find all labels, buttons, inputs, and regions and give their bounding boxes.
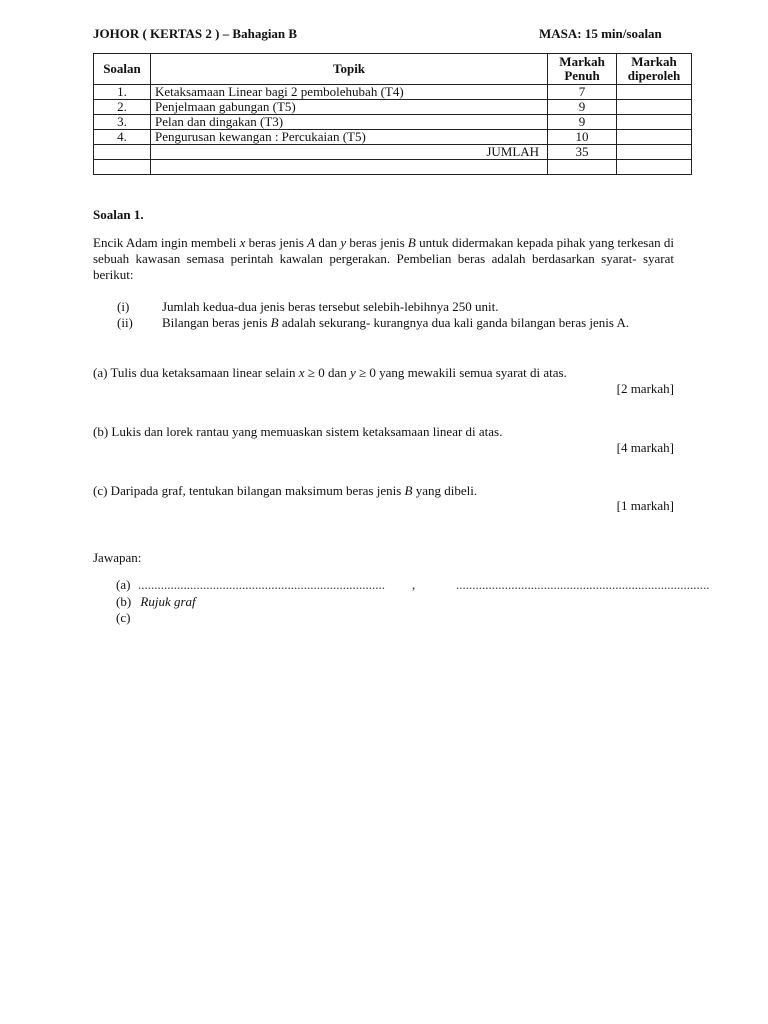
- header-markah-penuh: [548, 54, 617, 85]
- header-markah-penuh-line2: Penuh: [564, 68, 600, 83]
- table-header-row: [94, 54, 692, 85]
- part-c-text: [93, 483, 674, 499]
- intro-text: dan: [315, 235, 341, 250]
- var-b: B: [407, 235, 416, 250]
- part-a-text-part: ≥ 0 dan: [304, 365, 350, 380]
- condition-text-part: Bilangan beras jenis: [162, 315, 271, 330]
- table-row: [94, 85, 692, 100]
- var-a: A: [307, 235, 316, 250]
- var-y: y: [340, 235, 347, 250]
- answer-a-line: [116, 577, 710, 593]
- marks-table: [93, 53, 692, 175]
- condition-number: (ii): [117, 315, 133, 330]
- header-markah-diperoleh-line2: diperoleh: [627, 68, 681, 83]
- condition-ii: [117, 315, 674, 347]
- header-markah-diperoleh-line1: Markah: [631, 54, 677, 69]
- answer-c-line: [116, 610, 130, 626]
- part-a-text-part: (a) Tulis dua ketaksamaan linear selain: [93, 365, 299, 380]
- part-a-text: [93, 365, 674, 381]
- row-obtained-marks[interactable]: [617, 115, 692, 130]
- part-c-text-part: yang dibeli.: [412, 483, 478, 498]
- blank-cell: [150, 160, 547, 175]
- part-b-marks: [4 markah]: [616, 440, 674, 455]
- total-label: JUMLAH: [150, 145, 547, 160]
- answer-b-text: Rujuk graf: [140, 594, 196, 609]
- blank-cell: [617, 160, 692, 175]
- row-topic: Ketaksamaan Linear bagi 2 pembolehubah (T4): [150, 85, 547, 100]
- blank-cell: [94, 160, 151, 175]
- answer-a-blank-2[interactable]: ..............................................................................: [456, 577, 710, 592]
- answer-c-label: (c): [116, 610, 131, 625]
- intro-text: Encik Adam ingin membeli: [93, 235, 240, 250]
- part-a-marks: [2 markah]: [616, 381, 674, 396]
- table-row: [94, 130, 692, 145]
- var-b: B: [270, 315, 279, 330]
- row-number: 2.: [94, 100, 151, 115]
- condition-text-part: adalah sekurang- kurangnya dua kali ganda bilangan beras jenis A.: [278, 315, 630, 330]
- var-b: B: [404, 483, 413, 498]
- row-obtained-marks[interactable]: [617, 130, 692, 145]
- answer-a-blank-1[interactable]: ............................................................................: [138, 577, 385, 592]
- part-a-text-part: ≥ 0 yang mewakili semua syarat di atas.: [355, 365, 567, 380]
- table-total-row: [94, 145, 692, 160]
- answer-b-line: [116, 594, 196, 610]
- condition-number: (i): [117, 299, 130, 314]
- row-full-marks: 9: [548, 115, 617, 130]
- intro-text: untuk didermakan kepada pihak yang terkesan di sebuah kawasan semasa perintah kawalan pergerakan. Pembelian beras adalah berdasarkan syarat- syarat berikut:: [93, 235, 674, 282]
- header-soalan: Soalan: [94, 54, 151, 85]
- row-obtained-marks[interactable]: [617, 100, 692, 115]
- answer-b-label: (b): [116, 594, 132, 609]
- total-full-marks: 35: [548, 145, 617, 160]
- total-obtained-marks[interactable]: [617, 145, 692, 160]
- row-full-marks: 9: [548, 100, 617, 115]
- condition-text: Jumlah kedua-dua jenis beras tersebut selebih-lebihnya 250 unit.: [162, 299, 499, 314]
- var-x: x: [298, 365, 305, 380]
- total-empty-cell: [94, 145, 151, 160]
- part-c-marks: [1 markah]: [616, 498, 674, 513]
- intro-text: beras jenis: [245, 235, 308, 250]
- question-intro: [93, 235, 674, 283]
- row-topic: Pengurusan kewangan : Percukaian (T5): [150, 130, 547, 145]
- header-markah-penuh-line1: Markah: [559, 54, 605, 69]
- row-number: 3.: [94, 115, 151, 130]
- table-blank-row: [94, 160, 692, 175]
- row-obtained-marks[interactable]: [617, 85, 692, 100]
- condition-i: [117, 299, 674, 315]
- intro-text: beras jenis: [346, 235, 408, 250]
- condition-text: [162, 315, 674, 331]
- var-y: y: [349, 365, 356, 380]
- part-b-text: (b) Lukis dan lorek rantau yang memuaskan sistem ketaksamaan linear di atas.: [93, 424, 503, 439]
- header-markah-diperoleh: [617, 54, 692, 85]
- answer-a-label: (a): [116, 577, 131, 592]
- question-title: Soalan 1.: [93, 207, 144, 222]
- row-full-marks: 7: [548, 85, 617, 100]
- answer-a-comma: ,: [412, 577, 416, 592]
- row-topic: Pelan dan dingakan (T3): [150, 115, 547, 130]
- row-full-marks: 10: [548, 130, 617, 145]
- row-number: 1.: [94, 85, 151, 100]
- header-topik: Topik: [150, 54, 547, 85]
- time-allocation: MASA: 15 min/soalan: [539, 26, 662, 41]
- row-topic: Penjelmaan gabungan (T5): [150, 100, 547, 115]
- var-x: x: [239, 235, 246, 250]
- blank-cell: [548, 160, 617, 175]
- answer-label: Jawapan:: [93, 550, 142, 565]
- part-c-text-part: (c) Daripada graf, tentukan bilangan maksimum beras jenis: [93, 483, 405, 498]
- table-row: [94, 100, 692, 115]
- row-number: 4.: [94, 130, 151, 145]
- paper-title: JOHOR ( KERTAS 2 ) – Bahagian B: [93, 26, 298, 41]
- table-row: [94, 115, 692, 130]
